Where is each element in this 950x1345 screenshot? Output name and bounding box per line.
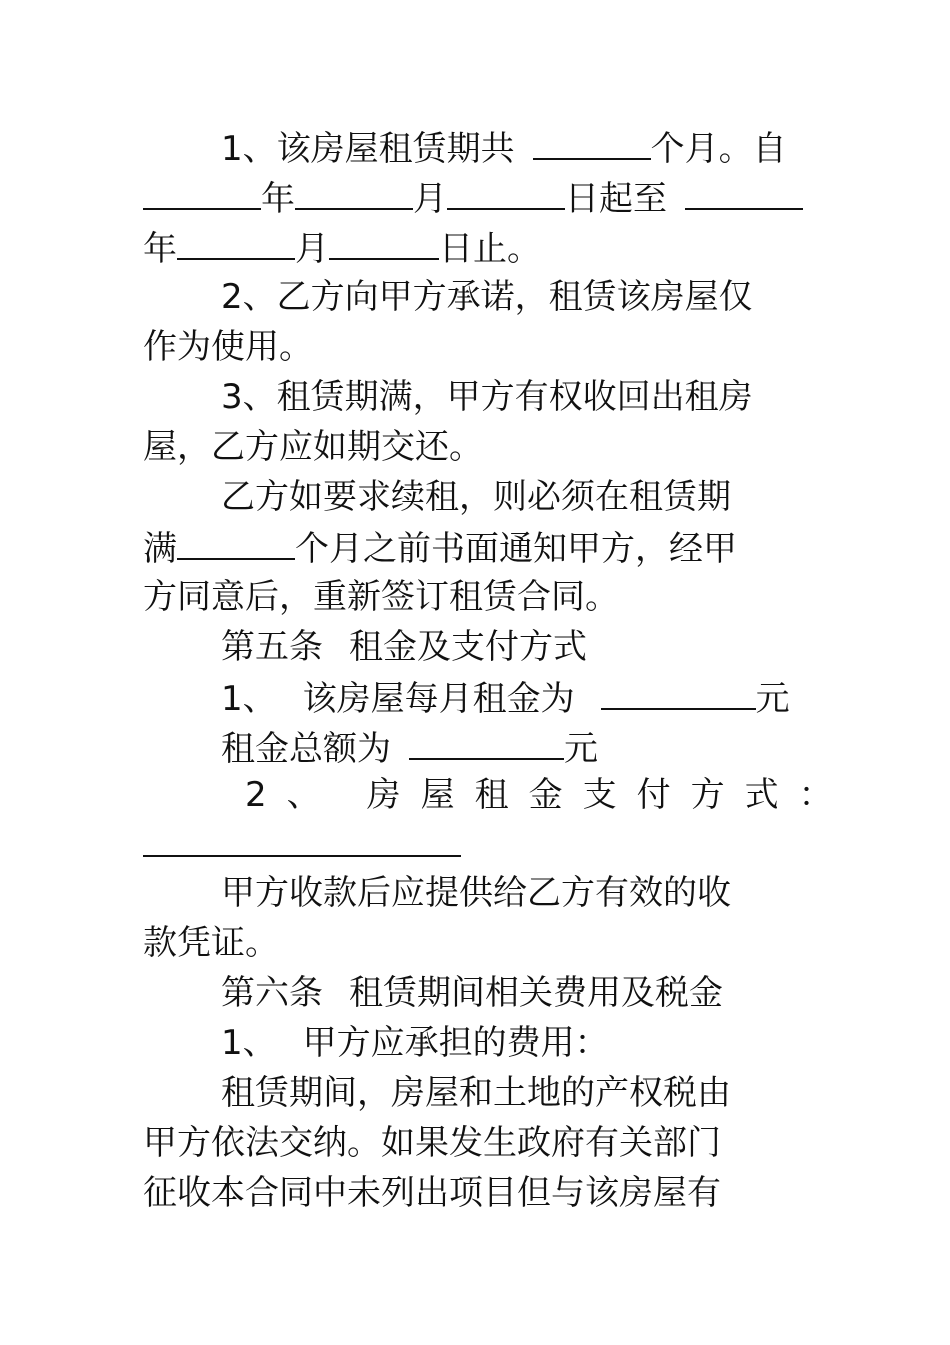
article-6-number: 第六条 xyxy=(221,973,323,1013)
term-item-1-suffix: 个月。自 xyxy=(650,129,787,169)
article-5-heading xyxy=(221,622,891,672)
term-item-1 xyxy=(221,122,891,172)
yuan-label: 元 xyxy=(564,729,598,769)
start-year-blank xyxy=(143,172,261,210)
monthly-rent-line xyxy=(221,672,891,722)
term-item-3-cont: 屋，乙方应如期交还。 xyxy=(143,427,483,467)
term-start-date-line xyxy=(143,172,813,222)
renewal-months-blank xyxy=(177,522,295,560)
renewal-suffix: 个月之前书面通知甲方，经甲 xyxy=(295,529,737,569)
term-item-2: 2、乙方向甲方承诺，租赁该房屋仅 xyxy=(221,277,753,317)
term-item-3: 3、租赁期满，甲方有权收回出租房 xyxy=(221,377,753,417)
end-month-blank xyxy=(177,222,295,260)
payment-method-label: 房屋租金支付方式： xyxy=(366,775,853,815)
start-month-blank xyxy=(295,172,413,210)
payment-method-blank xyxy=(143,855,461,857)
article-6-title: 租赁期间相关费用及税金 xyxy=(349,973,723,1013)
term-item-2-cont: 作为使用。 xyxy=(143,327,313,367)
month-label: 月 xyxy=(295,229,329,269)
renewal-prefix: 满 xyxy=(143,529,177,569)
year-label: 年 xyxy=(261,179,295,219)
total-rent-line xyxy=(221,722,891,772)
day-to-label: 日止。 xyxy=(439,229,541,269)
total-rent-label: 租金总额为 xyxy=(221,729,391,769)
tax-paragraph-cont: 甲方依法交纳。如果发生政府有关部门 xyxy=(143,1123,721,1163)
article-5-title: 租金及支付方式 xyxy=(349,627,587,667)
total-rent-blank xyxy=(409,722,564,760)
yuan-label: 元 xyxy=(755,679,790,719)
start-day-blank xyxy=(447,172,565,210)
article-6-item-1-text: 甲方应承担的费用： xyxy=(302,1023,609,1063)
monthly-rent-blank xyxy=(601,672,756,710)
payment-method-line xyxy=(245,770,915,820)
article-5-number: 第五条 xyxy=(221,627,323,667)
end-year-lead-blank xyxy=(685,172,803,210)
article-6-item-1 xyxy=(221,1018,891,1068)
month-label: 月 xyxy=(413,179,447,219)
tax-paragraph: 租赁期间，房屋和土地的产权税由 xyxy=(221,1073,731,1113)
renewal-paragraph-cont xyxy=(143,522,813,572)
term-item-1-text: 1、该房屋租赁期共 xyxy=(221,129,515,169)
monthly-rent-label: 该房屋每月租金为 xyxy=(302,679,575,719)
renewal-paragraph: 乙方如要求续租，则必须在租赁期 xyxy=(221,477,731,517)
article-5-item-1-number: 1、 xyxy=(221,679,277,719)
article-5-item-2-number: 2、 xyxy=(245,775,341,815)
day-from-label: 日起至 xyxy=(565,179,667,219)
article-6-item-1-number: 1、 xyxy=(221,1023,277,1063)
article-6-heading xyxy=(221,968,891,1018)
months-blank xyxy=(533,122,651,160)
receipt-paragraph-cont: 款凭证。 xyxy=(143,923,279,963)
receipt-paragraph: 甲方收款后应提供给乙方有效的收 xyxy=(221,873,731,913)
renewal-paragraph-end: 方同意后，重新签订租赁合同。 xyxy=(143,577,619,617)
term-end-date-line xyxy=(143,222,813,272)
year-label: 年 xyxy=(143,229,177,269)
tax-paragraph-cont-2: 征收本合同中未列出项目但与该房屋有 xyxy=(143,1173,721,1213)
end-day-blank xyxy=(329,222,439,260)
